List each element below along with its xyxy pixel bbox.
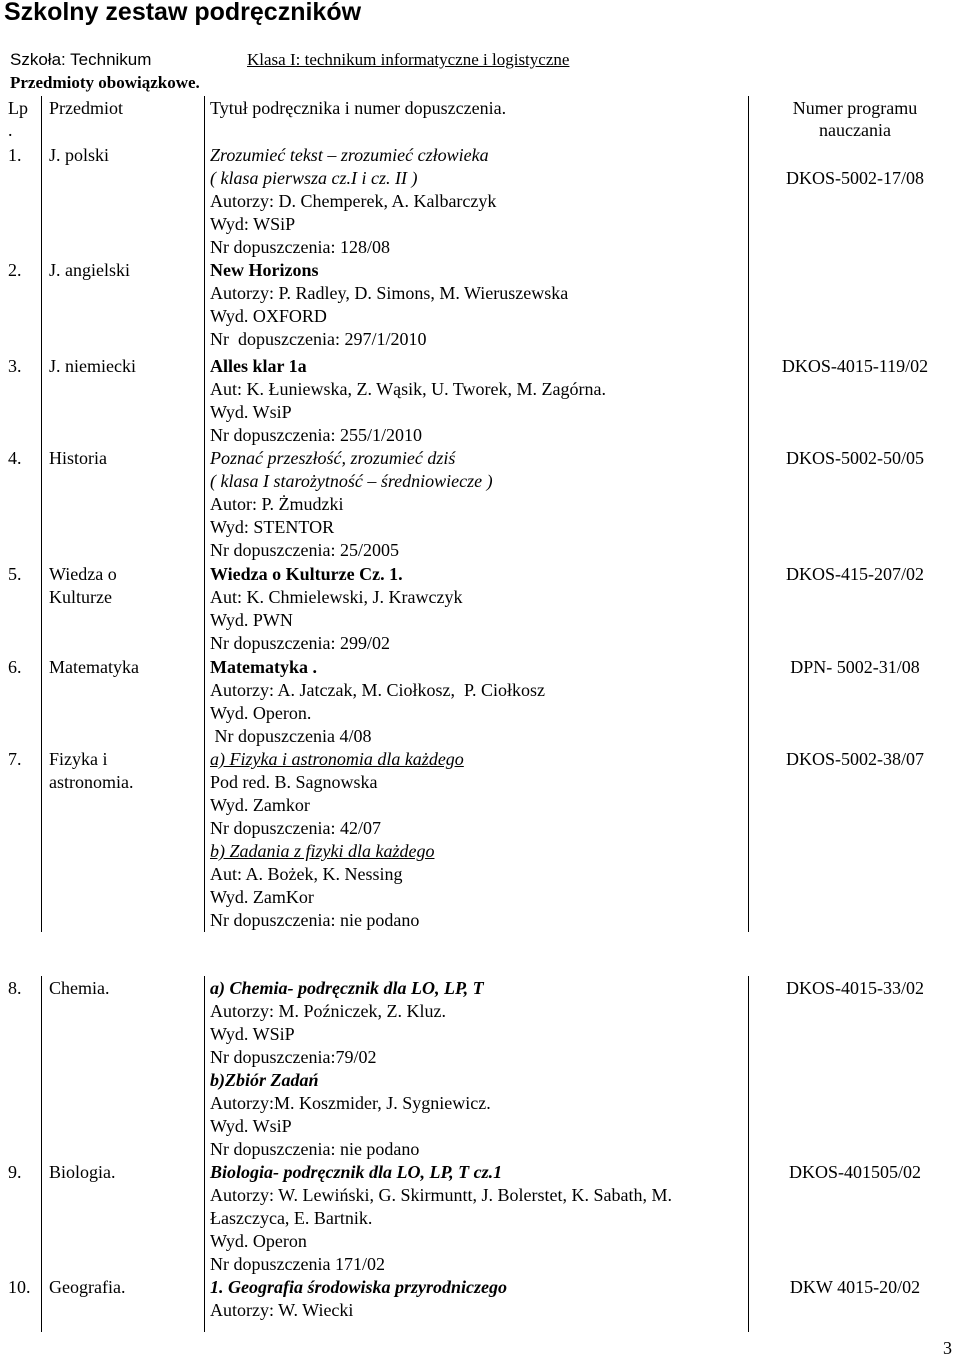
book-line: Nr dopuszczenia:79/02 [210, 1047, 377, 1067]
book-line: Wyd: WSiP [210, 214, 296, 234]
column-divider [41, 96, 42, 932]
row-subject [49, 447, 199, 470]
row-book [210, 563, 750, 655]
book-title: Wiedza o Kulturze Cz. 1. [210, 564, 403, 584]
subject-line: astronomia. [49, 772, 134, 792]
row-subject [49, 1276, 199, 1299]
row-book [210, 656, 750, 748]
row-lp: 6. [8, 657, 22, 677]
row-program: DPN- 5002-31/08 [790, 657, 920, 677]
book-line: Nr dopuszczenia: 299/02 [210, 633, 390, 653]
subject-line: Biologia. [49, 1162, 116, 1182]
row-lp: 3. [8, 356, 22, 376]
header-lp-line2: . [8, 120, 13, 140]
subject-line: Historia [49, 448, 107, 468]
row-lp: 8. [8, 978, 22, 998]
row-subject [49, 144, 199, 167]
row-subject [49, 748, 199, 794]
book-title: a) Chemia- podręcznik dla LO, LP, T [210, 978, 484, 998]
row-program: DKOS-4015-119/02 [781, 356, 929, 376]
book-title: Matematyka . [210, 657, 317, 677]
row-subject [49, 355, 199, 378]
book-line: Nr dopuszczenia 4/08 [210, 726, 372, 746]
book-line: Nr dopuszczenia: 128/08 [210, 237, 390, 257]
book-line: Autorzy: W. Wiecki [210, 1300, 354, 1320]
subject-line: J. polski [49, 145, 110, 165]
row-lp: 9. [8, 1162, 22, 1182]
column-divider [204, 96, 205, 932]
subject-line: Matematyka [49, 657, 139, 677]
book-line: Autorzy: A. Jatczak, M. Ciołkosz, P. Ciołkosz [210, 680, 545, 700]
book-line: Nr dopuszczenia: 255/1/2010 [210, 425, 422, 445]
book-title: Zrozumieć tekst – zrozumieć człowieka [210, 145, 489, 165]
book-line: Nr dopuszczenia: nie podano [210, 910, 420, 930]
book-line: Autorzy: W. Lewiński, G. Skirmuntt, J. Bolerstet, K. Sabath, M. [210, 1185, 672, 1205]
page-number: 3 [943, 1338, 952, 1358]
book-line: Autorzy: D. Chemperek, A. Kalbarczyk [210, 191, 497, 211]
book-line: Nr dopuszczenia: 42/07 [210, 818, 381, 838]
book-line: Wyd. WsiP [210, 1116, 292, 1136]
book-line: Wyd. ZamKor [210, 887, 314, 907]
row-book [210, 355, 750, 447]
row-book [210, 447, 750, 562]
book-line: Wyd. Operon. [210, 703, 312, 723]
book-line: Nr dopuszczenia: 297/1/2010 [210, 329, 427, 349]
row-lp: 5. [8, 564, 22, 584]
book-line: Autor: P. Żmudzki [210, 494, 344, 514]
book-line: ( klasa I starożytność – średniowiecze ) [210, 471, 493, 491]
book-line: Nr dopuszczenia: nie podano [210, 1139, 420, 1159]
book-line: Autorzy: M. Poźniczek, Z. Kluz. [210, 1001, 446, 1021]
header-numer-line1: Numer programu [792, 98, 918, 118]
subjects-heading: Przedmioty obowiązkowe. [10, 73, 200, 92]
book-title: Poznać przeszłość, zrozumieć dziś [210, 448, 456, 468]
book-title: b) Zadania z fizyki dla każdego [210, 841, 435, 861]
row-program: DKOS-5002-17/08 [786, 168, 924, 188]
row-lp: 10. [8, 1277, 31, 1297]
row-book [210, 144, 750, 259]
book-title: Biologia- podręcznik dla LO, LP, T cz.1 [210, 1162, 503, 1182]
row-program: DKOS-415-207/02 [786, 564, 924, 584]
book-title: a) Fizyka i astronomia dla każdego [210, 749, 464, 769]
class-label: Klasa I: technikum informatyczne i logistyczne [247, 50, 570, 69]
book-title: 1. Geografia środowiska przyrodniczego [210, 1277, 508, 1297]
row-program: DKOS-5002-38/07 [786, 749, 924, 769]
book-line: Aut: K. Łuniewska, Z. Wąsik, U. Tworek, M. Zagórna. [210, 379, 606, 399]
book-line: Aut: A. Bożek, K. Nessing [210, 864, 403, 884]
school-label: Szkoła: Technikum [10, 50, 152, 69]
row-lp: 2. [8, 260, 22, 280]
header-przedmiot: Przedmiot [49, 98, 123, 118]
header-lp-line1: Lp [8, 98, 28, 118]
book-line: Wyd. Zamkor [210, 795, 310, 815]
book-line: Pod red. B. Sagnowska [210, 772, 378, 792]
book-title: b)Zbiór Zadań [210, 1070, 319, 1090]
header-numer-line2: nauczania [819, 120, 891, 140]
subject-line: Wiedza o [49, 564, 117, 584]
column-divider [204, 976, 205, 1332]
book-line: Wyd. Operon [210, 1231, 307, 1251]
book-line: Wyd. WSiP [210, 1024, 295, 1044]
row-subject [49, 656, 199, 679]
document-title: Szkolny zestaw podręczników [4, 0, 362, 26]
book-line: Autorzy:M. Koszmider, J. Sygniewicz. [210, 1093, 491, 1113]
header-numer [755, 97, 955, 141]
subject-line: Fizyka i [49, 749, 108, 769]
book-line: Autorzy: P. Radley, D. Simons, M. Wieruszewska [210, 283, 569, 303]
row-book [210, 1276, 750, 1322]
subject-line: Geografia. [49, 1277, 126, 1297]
row-lp: 7. [8, 749, 22, 769]
book-line: Nr dopuszczenia: 25/2005 [210, 540, 399, 560]
row-lp: 1. [8, 145, 22, 165]
book-line: Nr dopuszczenia 171/02 [210, 1254, 385, 1274]
row-program: DKW 4015-20/02 [789, 1277, 921, 1297]
subject-line: Kulturze [49, 587, 112, 607]
row-subject [49, 259, 199, 282]
row-book [210, 1161, 750, 1276]
row-book [210, 259, 750, 351]
row-subject [49, 563, 199, 609]
row-lp: 4. [8, 448, 22, 468]
book-line: ( klasa pierwsza cz.I i cz. II ) [210, 168, 418, 188]
header-tytul: Tytuł podręcznika i numer dopuszczenia. [210, 98, 507, 118]
subject-line: Chemia. [49, 978, 110, 998]
subject-line: J. angielski [49, 260, 130, 280]
book-line: Łaszczyca, E. Bartnik. [210, 1208, 373, 1228]
column-divider [41, 976, 42, 1332]
header-lp [8, 97, 28, 141]
row-subject [49, 977, 199, 1000]
row-subject [49, 1161, 199, 1184]
book-line: Wyd. OXFORD [210, 306, 327, 326]
book-line: Aut: K. Chmielewski, J. Krawczyk [210, 587, 463, 607]
book-title: New Horizons [210, 260, 319, 280]
row-program: DKOS-401505/02 [788, 1162, 921, 1182]
subject-line: J. niemiecki [49, 356, 136, 376]
book-line: Wyd. PWN [210, 610, 293, 630]
book-line: Wyd. WsiP [210, 402, 292, 422]
book-line: Wyd: STENTOR [210, 517, 335, 537]
row-book [210, 748, 750, 932]
row-program: DKOS-4015-33/02 [786, 978, 924, 998]
row-book [210, 977, 750, 1161]
row-program: DKOS-5002-50/05 [786, 448, 924, 468]
book-title: Alles klar 1a [210, 356, 307, 376]
